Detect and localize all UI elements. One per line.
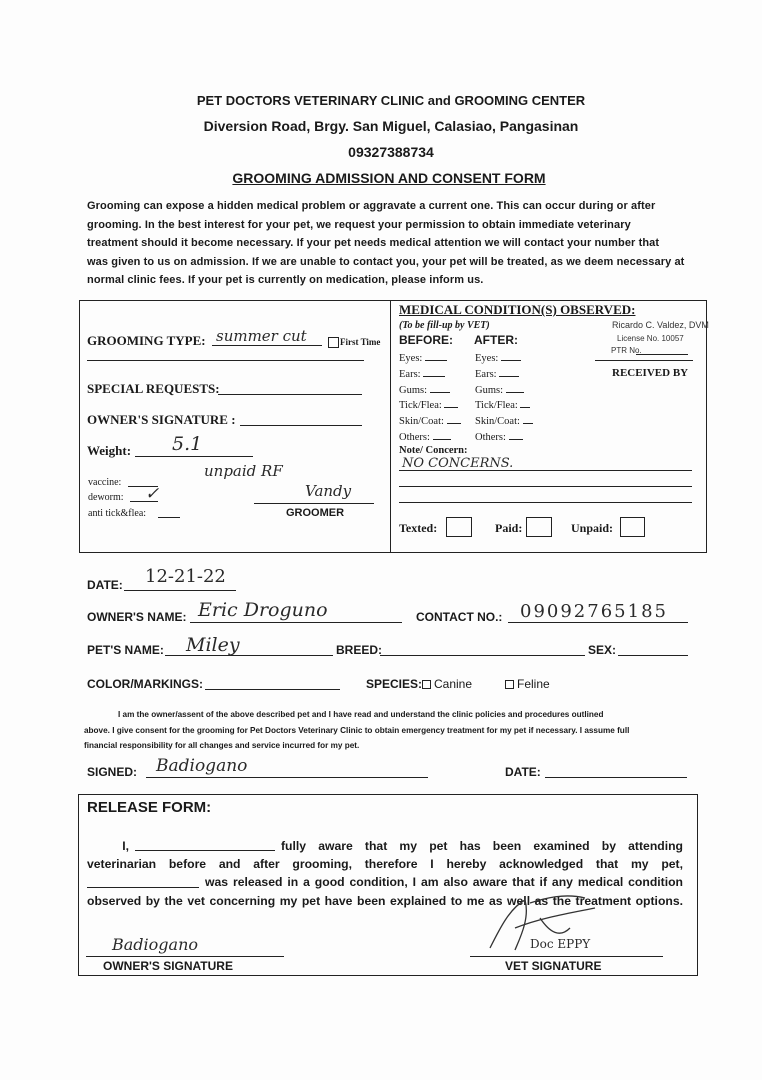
release-line-text: was released in a good condition, I am also aware that if any medical condition: [205, 875, 683, 890]
intro-line: grooming. In the best interest for your pet, we request your permission to obtain immediate veterinary: [87, 218, 631, 231]
unpaid-label: Unpaid:: [571, 521, 614, 535]
groomer-label: GROOMER: [286, 507, 345, 519]
special-requests-label: SPECIAL REQUESTS:: [87, 381, 220, 396]
first-time-label: First Time: [340, 337, 381, 347]
note-line-2: [399, 486, 692, 487]
groomer-signature-value: Vandy: [305, 482, 352, 500]
date-value[interactable]: 12-21-22: [145, 566, 226, 587]
consent-paragraph: [84, 707, 698, 754]
clinic-phone: 09327388734: [348, 144, 434, 160]
owner-name-line: [190, 622, 402, 623]
stamp-license: License No. 10057: [617, 334, 684, 343]
release-line-text: fully aware that my pet has been examined by attending: [281, 839, 683, 853]
deworm-label: deworm:: [88, 492, 124, 503]
release-pet-line[interactable]: [87, 873, 199, 887]
after-item: Skin/Coat:: [475, 414, 533, 430]
consent-line: I am the owner/assent of the above described pet and I have read and understand the clinic policies and procedures outlined: [118, 710, 604, 719]
note-concern-value[interactable]: NO CONCERNS.: [402, 456, 514, 471]
texted-checkbox[interactable]: [446, 517, 472, 537]
intro-line: treatment should it become necessary. If your pet needs medical attention we will contact your number that: [87, 237, 660, 249]
contact-value[interactable]: 09092765185: [520, 601, 668, 622]
release-owner-signature-line[interactable]: [86, 956, 284, 957]
sex-label: SEX:: [588, 643, 617, 657]
before-item: Skin/Coat:: [399, 414, 461, 430]
signed-value[interactable]: Badiogano: [156, 756, 248, 776]
texted-label: Texted:: [399, 521, 438, 535]
contact-line: [508, 622, 688, 623]
species-label: SPECIES:: [366, 677, 423, 691]
color-markings-line[interactable]: [205, 689, 340, 690]
received-by-label: RECEIVED BY: [612, 367, 689, 379]
before-item: Eyes:: [399, 351, 461, 367]
sex-line[interactable]: [618, 655, 688, 656]
intro-paragraph: [87, 197, 702, 290]
vet-signature-label: VET SIGNATURE: [505, 959, 602, 973]
owners-signature-line[interactable]: [240, 425, 362, 426]
after-checklist: [475, 351, 533, 446]
breed-line[interactable]: [380, 655, 585, 656]
grooming-type-line: [212, 345, 322, 346]
color-markings-label: COLOR/MARKINGS:: [87, 677, 203, 691]
note-line-3: [399, 502, 692, 503]
feline-label: Feline: [517, 677, 550, 691]
release-name-line[interactable]: [135, 837, 275, 851]
before-item: Ears:: [399, 367, 461, 383]
release-line: veterinarian before and after grooming, therefore I hereby acknowledged that my pet,: [87, 857, 683, 872]
anti-tick-label: anti tick&flea:: [88, 508, 147, 519]
pet-name-label: PET'S NAME:: [87, 643, 164, 657]
signed-label: SIGNED:: [87, 765, 138, 779]
form-title: GROOMING ADMISSION AND CONSENT FORM: [232, 170, 546, 186]
after-item: Ears:: [475, 367, 533, 383]
vet-subtitle: (To be fill-up by VET): [399, 320, 490, 331]
medical-condition-title: MEDICAL CONDITION(S) OBSERVED:: [399, 302, 636, 317]
special-requests-line[interactable]: [218, 394, 362, 395]
received-by-line[interactable]: [595, 360, 693, 361]
panel-divider: [390, 300, 391, 552]
after-label: AFTER:: [474, 333, 518, 347]
consent-line: above. I give consent for the grooming for Pet Doctors Veterinary Clinic to obtain emergency treatment for my pet if necessary. I assume full: [84, 725, 630, 735]
owner-name-label: OWNER'S NAME:: [87, 610, 187, 624]
owner-signature-label: OWNER'S SIGNATURE: [103, 959, 233, 973]
after-item: Others:: [475, 430, 533, 446]
breed-label: BREED:: [336, 643, 383, 657]
stamp-name: Ricardo C. Valdez, DVM: [612, 320, 709, 330]
grooming-type-label: GROOMING TYPE:: [87, 333, 206, 348]
intro-line: normal clinic fees. If your pet is currently on medication, please inform us.: [87, 274, 484, 286]
before-item: Tick/Flea:: [399, 398, 461, 414]
release-owner-signature-value: Badiogano: [112, 935, 199, 954]
stamp-ptr: PTR No.: [611, 346, 642, 355]
intro-line: Grooming can expose a hidden medical problem or aggravate a current one. This can occur during or after: [87, 200, 656, 212]
weight-line: [135, 456, 253, 457]
before-item: Others:: [399, 430, 461, 446]
anti-tick-line[interactable]: [158, 517, 180, 518]
vet-signature-line[interactable]: [470, 956, 663, 957]
unpaid-note: unpaid RF: [204, 462, 283, 480]
before-item: Gums:: [399, 383, 461, 399]
vaccine-label: vaccine:: [88, 477, 122, 488]
clinic-name: PET DOCTORS VETERINARY CLINIC and GROOMING CENTER: [196, 93, 586, 108]
deworm-check-mark: ✓: [145, 484, 160, 504]
stamp-ptr-line: [636, 354, 688, 355]
intro-line: was given to us on admission. If we are unable to contact you, your pet will be treated, as we deem necessary at: [87, 255, 685, 268]
note-concern-label: Note/ Concern:: [399, 445, 468, 456]
feline-checkbox[interactable]: [505, 680, 514, 689]
groomer-signature-line[interactable]: [254, 503, 374, 504]
after-item: Gums:: [475, 383, 533, 399]
paid-label: Paid:: [495, 521, 523, 535]
release-form-title: RELEASE FORM:: [87, 799, 212, 816]
grooming-type-value[interactable]: summer cut: [216, 327, 307, 345]
contact-label: CONTACT NO.:: [416, 610, 503, 624]
canine-label: Canine: [434, 677, 473, 691]
unpaid-checkbox[interactable]: [620, 517, 645, 537]
weight-value[interactable]: 5.1: [172, 433, 203, 455]
release-i: I,: [122, 839, 129, 853]
note-line-1: [399, 470, 692, 471]
clinic-address: Diversion Road, Brgy. San Miguel, Calasiao, Pangasinan: [203, 118, 579, 134]
signed-line: [146, 777, 428, 778]
release-line: observed by the vet concerning my pet have been explained to me as well as the treatment options.: [87, 893, 683, 908]
signed-date-line[interactable]: [545, 777, 687, 778]
pet-name-value[interactable]: Miley: [186, 634, 240, 656]
paid-checkbox[interactable]: [526, 517, 552, 537]
date-label: DATE:: [87, 578, 123, 592]
after-item: Eyes:: [475, 351, 533, 367]
release-line: [87, 837, 683, 855]
date-line: [124, 590, 236, 591]
before-checklist: [399, 351, 461, 446]
after-item: Tick/Flea:: [475, 398, 533, 414]
owner-name-value[interactable]: Eric Droguno: [198, 599, 328, 621]
canine-checkbox[interactable]: [422, 680, 431, 689]
vet-signature-value: Doc EPPY: [530, 937, 591, 951]
first-time-checkbox[interactable]: [328, 337, 339, 348]
signed-date-label: DATE:: [505, 765, 541, 779]
consent-line: financial responsibility for all changes and service incurred for my pet.: [84, 741, 360, 750]
grooming-extra-line: [87, 360, 364, 361]
weight-label: Weight:: [87, 443, 132, 458]
before-label: BEFORE:: [399, 333, 453, 347]
owners-signature-label: OWNER'S SIGNATURE :: [87, 412, 236, 427]
